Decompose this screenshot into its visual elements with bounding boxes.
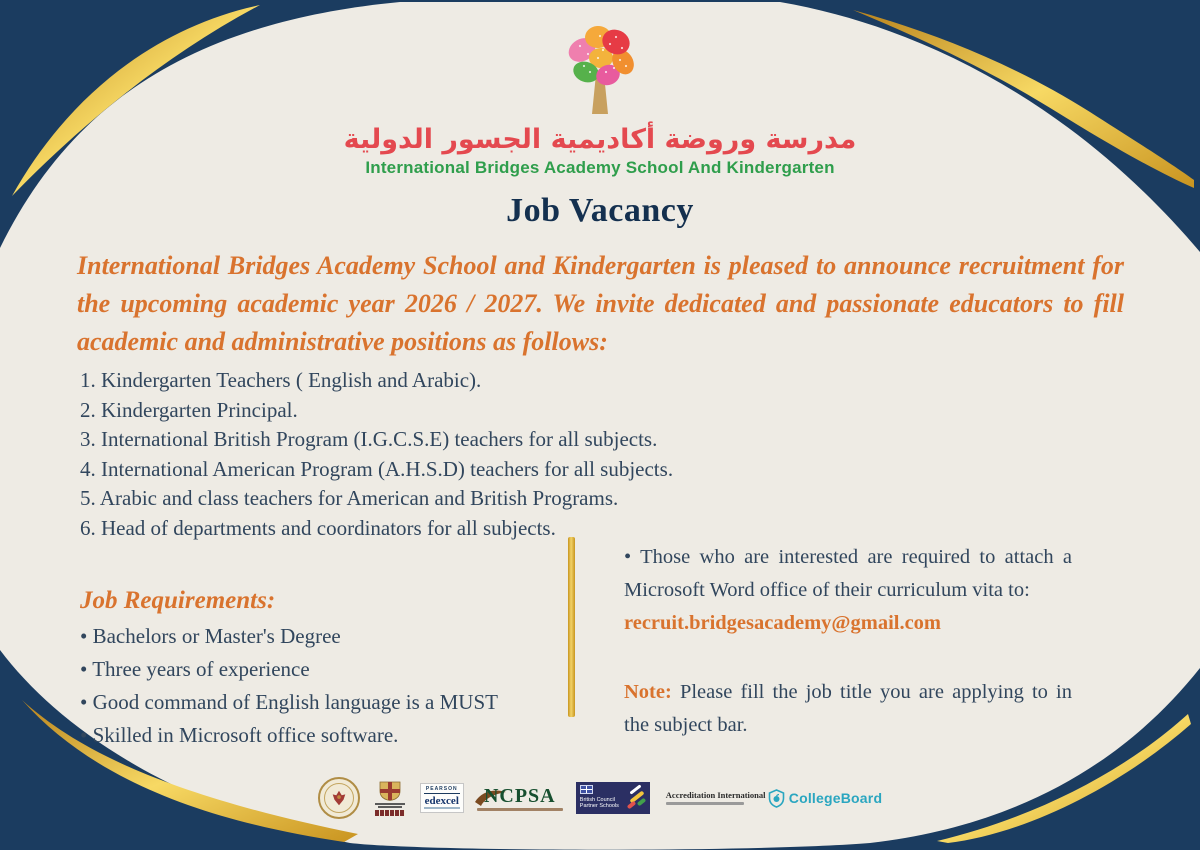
intro-paragraph: International Bridges Academy School and Kindergarten is pleased to announce recruitment for the upcoming academic year 2026 / 2027. We invite dedicated and passionate educators to fill academic and administrative positions as follows: [77, 251, 1124, 356]
position-item: 3. International British Program (I.G.C.S.E) teachers for all subjects. [80, 427, 658, 451]
british-council-partner-schools-logo [576, 782, 650, 814]
edexcel-wordmark: edexcel [424, 795, 459, 807]
accreditation-tagline [666, 802, 744, 805]
positions-list [80, 366, 780, 543]
british-council-line2: Partner Schools [579, 803, 619, 809]
seal-crest-icon [330, 789, 348, 807]
position-item: 4. International American Program (A.H.S.D) teachers for all subjects. [80, 456, 674, 481]
position-item: 1. Kindergarten Teachers ( English and Arabic). [80, 368, 482, 392]
position-item: 5. Arabic and class teachers for American and British Programs. [80, 486, 619, 510]
ncpsa-wordmark: NCPSA [483, 784, 556, 807]
school-logo-tree-icon [540, 20, 660, 118]
application-note [624, 676, 1072, 742]
pearson-wordmark: PEARSON [424, 786, 460, 794]
application-section [624, 541, 1072, 742]
requirement-item: • Bachelors or Master's Degree [80, 624, 341, 648]
brand-header [0, 20, 1200, 178]
school-name-arabic: مدرسة وروضة أكاديمية الجسور الدولية [343, 124, 857, 155]
jordan-ministry-seal-logo [318, 777, 360, 819]
cambridge-shield-icon [379, 781, 401, 801]
gold-divider [568, 537, 575, 717]
collegeboard-logo [768, 789, 882, 808]
seal-inner-ring [324, 783, 354, 813]
requirements-list [80, 620, 550, 752]
page-title: Job Vacancy [506, 192, 694, 229]
accreditation-logos-row [0, 770, 1200, 826]
requirement-item: • Skilled in Microsoft office software. [80, 723, 399, 747]
note-label: Note: [624, 681, 672, 703]
requirement-item: • Good command of English language is a MUST [80, 690, 498, 714]
position-item: 6. Head of departments and coordinators for all subjects. [80, 515, 556, 540]
cambridge-shield-logo [373, 781, 407, 816]
school-name-english: International Bridges Academy School And Kindergarten [365, 158, 835, 177]
uk-flag-icon [580, 785, 593, 794]
cambridge-text-line [378, 806, 402, 808]
ncpsa-logo [477, 786, 563, 811]
requirement-item: • Three years of experience [80, 657, 310, 681]
ncpsa-tagline [477, 808, 563, 811]
british-council-line1: British Council [579, 797, 615, 803]
note-text: Please fill the job title you are applying to in the subject bar. [624, 681, 1073, 736]
position-item: 2. Kindergarten Principal. [80, 397, 298, 422]
pearson-edexcel-logo [420, 783, 464, 813]
requirements-heading: Job Requirements: [80, 587, 276, 614]
accreditation-text-block [666, 791, 766, 805]
accreditation-international-logo [663, 790, 766, 806]
application-email: recruit.bridgesacademy@gmail.com [624, 612, 942, 634]
collegeboard-wordmark: CollegeBoard [788, 790, 883, 806]
accreditation-wordmark: Accreditation International [665, 790, 766, 801]
application-instruction: • Those who are interested are required to attach a Microsoft Word office of their curriculum vita to: [624, 546, 1072, 601]
cambridge-block-pattern [375, 810, 405, 816]
collegeboard-acorn-icon [768, 789, 785, 808]
cambridge-text-line [375, 803, 405, 805]
